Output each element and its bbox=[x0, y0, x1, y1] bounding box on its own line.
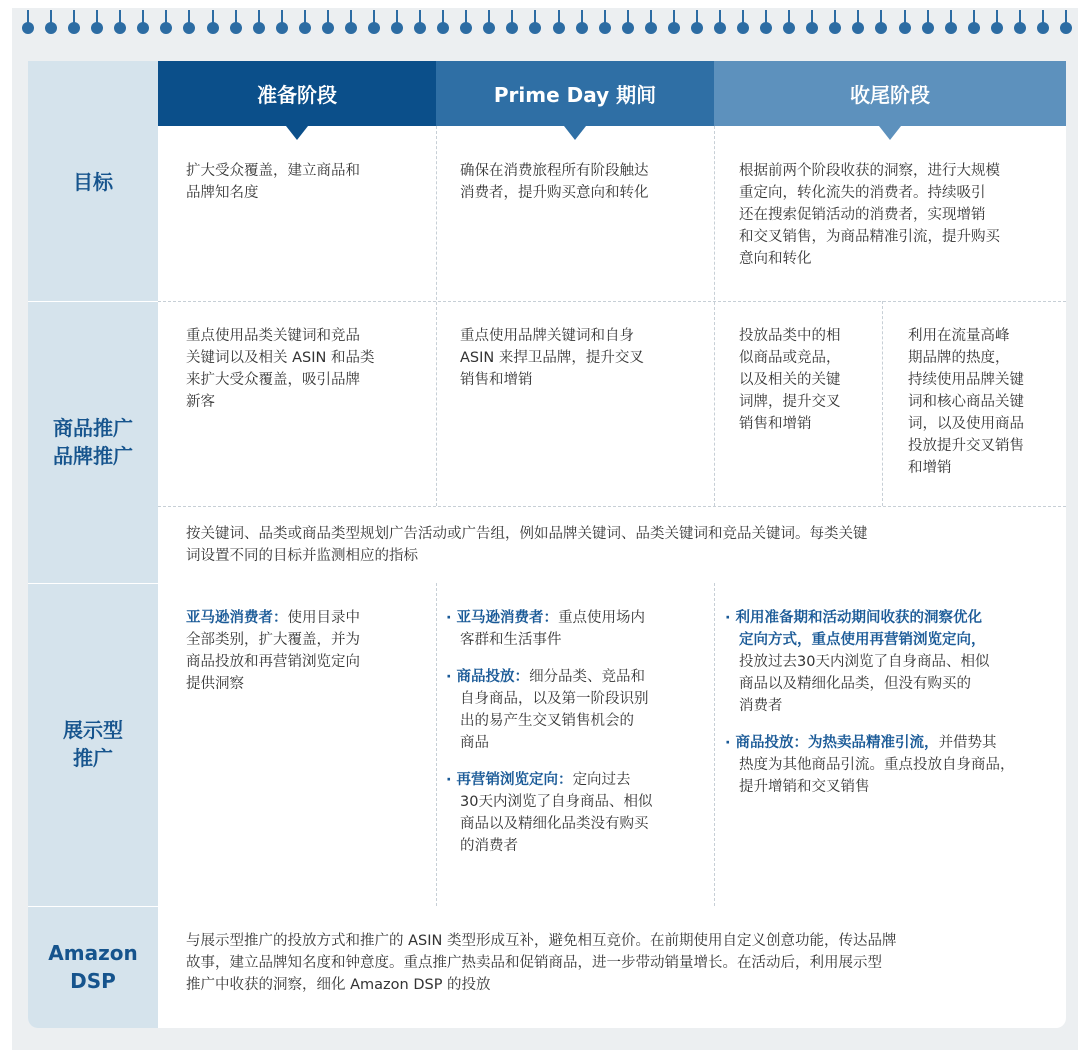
binder-ring bbox=[922, 10, 934, 36]
binder-ring bbox=[45, 10, 57, 36]
goal-prep-text: 扩大受众覆盖，建立商品和 品牌知名度 bbox=[186, 163, 360, 201]
binder-ring bbox=[91, 10, 103, 36]
row-label-sponsored-products: 商品推广 品牌推广 bbox=[53, 416, 133, 468]
binder-ring bbox=[506, 10, 518, 36]
binder-ring bbox=[391, 10, 403, 36]
binder-ring bbox=[299, 10, 311, 36]
binder-ring bbox=[945, 10, 957, 36]
sp-post-text-b: 利用在流量高峰 期品牌的热度， 持续使用品牌关键 词和核心商品关键 词，以及使用商品 投放提升交叉销售 和增销 bbox=[908, 328, 1024, 476]
binder-ring bbox=[437, 10, 449, 36]
binder-ring bbox=[852, 10, 864, 36]
binder-ring bbox=[368, 10, 380, 36]
binder-ring bbox=[576, 10, 588, 36]
binder-ring bbox=[460, 10, 472, 36]
binder-ring bbox=[345, 10, 357, 36]
sp-prime-text: 重点使用品牌关键词和自身 ASIN 来捍卫品牌，提升交叉 销售和增销 bbox=[460, 328, 644, 388]
binder-ring bbox=[829, 10, 841, 36]
binder-ring bbox=[760, 10, 772, 36]
binder-ring bbox=[968, 10, 980, 36]
display-prime-text: · 亚马逊消费者：重点使用场内 客群和生活事件 · 商品投放：细分品类、竞品和 自身商品，以及第一阶段识别 出的易产生交叉销售机会的 商品 · 再营销浏览定向：定向过去 30天内浏览了自身商品、相似 商品以及精细化品类没有购买 的消费者 bbox=[446, 610, 653, 854]
row-separator bbox=[28, 583, 158, 584]
grid-line bbox=[158, 506, 1066, 507]
binder-ring bbox=[691, 10, 703, 36]
header-arrow bbox=[286, 126, 308, 140]
goal-post-text: 根据前两个阶段收获的洞察，进行大规模 重定向，转化流失的消费者。持续吸引 还在搜索促销活动的消费者，实现增销 和交叉销售，为商品精准引流，提升购买 意向和转化 bbox=[739, 163, 1000, 267]
strategy-table bbox=[28, 61, 1066, 1028]
row-separator bbox=[28, 301, 158, 302]
binder-ring bbox=[1060, 10, 1072, 36]
display-prep-text: 亚马逊消费者：使用目录中 全部类别，扩大覆盖，并为 商品投放和再营销浏览定向 提供洞察 bbox=[186, 610, 360, 692]
row-separator bbox=[28, 906, 158, 907]
binder-ring bbox=[553, 10, 565, 36]
binder-ring bbox=[322, 10, 334, 36]
binder-ring bbox=[875, 10, 887, 36]
binder-ring bbox=[991, 10, 1003, 36]
binder-ring bbox=[114, 10, 126, 36]
sp-prep-text: 重点使用品类关键词和竞品 关键词以及相关 ASIN 和品类 来扩大受众覆盖，吸引品牌 新客 bbox=[186, 328, 375, 410]
header-arrow bbox=[879, 126, 901, 140]
binder-ring bbox=[622, 10, 634, 36]
binder-ring bbox=[137, 10, 149, 36]
binder-ring bbox=[183, 10, 195, 36]
binder-ring bbox=[599, 10, 611, 36]
header-prime-day: Prime Day 期间 bbox=[436, 61, 714, 126]
binder-ring bbox=[714, 10, 726, 36]
binder-ring bbox=[1014, 10, 1026, 36]
binder-ring bbox=[207, 10, 219, 36]
binder-ring bbox=[899, 10, 911, 36]
dsp-text: 与展示型推广的投放方式和推广的 ASIN 类型形成互补，避免相互竞价。在前期使用自定义创意功能，传达品牌 故事，建立品牌知名度和钟意度。重点推广热卖品和促销商品，进一步带动销量增长。在活动后，利用展示型 推广中收获的洞察，细化 Amazon DSP 的投放 bbox=[186, 933, 897, 993]
binder-ring bbox=[483, 10, 495, 36]
grid-line bbox=[714, 583, 715, 906]
sp-shared-text: 按关键词、品类或商品类型规划广告活动或广告组，例如品牌关键词、品类关键词和竞品关键词。每类关键 词设置不同的目标并监测相应的指标 bbox=[186, 526, 868, 564]
binder-ring bbox=[414, 10, 426, 36]
row-header-column bbox=[28, 61, 158, 1028]
binder-ring bbox=[806, 10, 818, 36]
row-label-goal: 目标 bbox=[73, 170, 113, 194]
row-label-display: 展示型 推广 bbox=[63, 718, 123, 770]
binder-ring bbox=[230, 10, 242, 36]
header-prep-phase: 准备阶段 bbox=[158, 61, 436, 126]
binder-ring bbox=[1037, 10, 1049, 36]
header-post-phase: 收尾阶段 bbox=[714, 61, 1066, 126]
grid-line bbox=[436, 583, 437, 906]
row-label-dsp: Amazon DSP bbox=[48, 941, 138, 993]
binder-ring bbox=[253, 10, 265, 36]
binder-ring bbox=[737, 10, 749, 36]
binder-ring bbox=[68, 10, 80, 36]
binder-ring bbox=[276, 10, 288, 36]
binder-rings bbox=[22, 10, 1072, 36]
binder-ring bbox=[529, 10, 541, 36]
grid-line bbox=[436, 126, 437, 506]
binder-ring bbox=[668, 10, 680, 36]
goal-prime-text: 确保在消费旅程所有阶段触达 消费者，提升购买意向和转化 bbox=[460, 163, 649, 201]
binder-ring bbox=[22, 10, 34, 36]
display-post-text: · 利用准备期和活动期间收获的洞察优化 定向方式，重点使用再营销浏览定向， 投放过去30天内浏览了自身商品、相似 商品以及精细化品类，但没有购买的 消费者 · 商品投放：为热卖品精准引流，并借势其 热度为其他商品引流。重点投放自身商品， 提升增销和交叉销售 bbox=[725, 610, 1015, 795]
grid-line bbox=[882, 301, 883, 506]
grid-line bbox=[714, 126, 715, 506]
header-arrow bbox=[564, 126, 586, 140]
sp-post-text-a: 投放品类中的相 似商品或竞品， 以及相关的关键 词牌，提升交叉 销售和增销 bbox=[739, 328, 841, 432]
binder-ring bbox=[160, 10, 172, 36]
binder-ring bbox=[645, 10, 657, 36]
binder-ring bbox=[783, 10, 795, 36]
grid-line bbox=[158, 301, 1066, 302]
